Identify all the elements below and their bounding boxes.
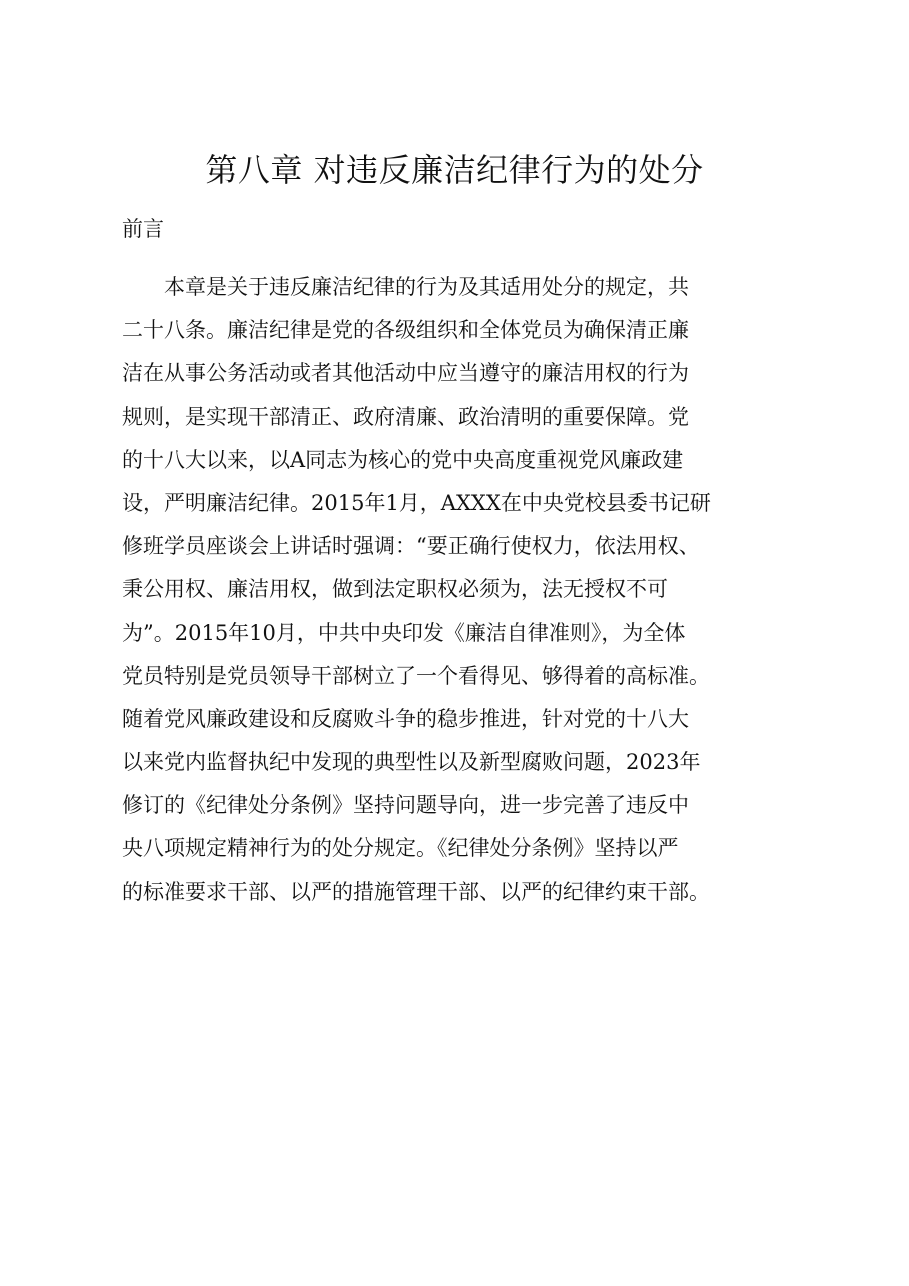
paragraph-line: 央八项规定精神行为的处分规定。《纪律处分条例》坚持以严 bbox=[122, 836, 679, 861]
paragraph-line: 设，严明廉洁纪律。2015年1月，AXXX在中央党校县委书记研 bbox=[122, 490, 711, 515]
paragraph-line: 修班学员座谈会上讲话时强调：“要正确行使权力，依法用权、 bbox=[122, 534, 700, 559]
paragraph-line: 的十八大以来，以A同志为核心的党中央高度重视党风廉政建 bbox=[122, 447, 684, 472]
paragraph-line: 的标准要求干部、以严的措施管理干部、以严的纪律约束干部。 bbox=[122, 879, 710, 904]
paragraph-line: 为”。2015年10月，中共中央印发《廉洁自律准则》，为全体 bbox=[122, 620, 686, 645]
paragraph-line: 党员特别是党员领导干部树立了一个看得见、够得着的高标准。 bbox=[122, 663, 710, 688]
paragraph-line: 洁在从事公务活动或者其他活动中应当遵守的廉洁用权的行为 bbox=[122, 361, 689, 386]
paragraph-line: 秉公用权、廉洁用权，做到法定职权必须为，法无授权不可 bbox=[122, 577, 668, 602]
chapter-title: 第八章 对违反廉洁纪律行为的处分 bbox=[205, 151, 704, 189]
section-heading: 前言 bbox=[122, 217, 164, 241]
paragraph-line: 二十八条。廉洁纪律是党的各级组织和全体党员为确保清正廉 bbox=[122, 318, 689, 343]
paragraph-line: 规则，是实现干部清正、政府清廉、政治清明的重要保障。党 bbox=[122, 404, 689, 429]
paragraph-line: 修订的《纪律处分条例》坚持问题导向，进一步完善了违反中 bbox=[122, 793, 689, 818]
body-paragraph bbox=[122, 266, 802, 914]
paragraph-line: 本章是关于违反廉洁纪律的行为及其适用处分的规定，共 bbox=[122, 275, 689, 299]
paragraph-line: 随着党风廉政建设和反腐败斗争的稳步推进，针对党的十八大 bbox=[122, 706, 689, 731]
paragraph-line: 以来党内监督执纪中发现的典型性以及新型腐败问题，2023年 bbox=[122, 750, 701, 775]
